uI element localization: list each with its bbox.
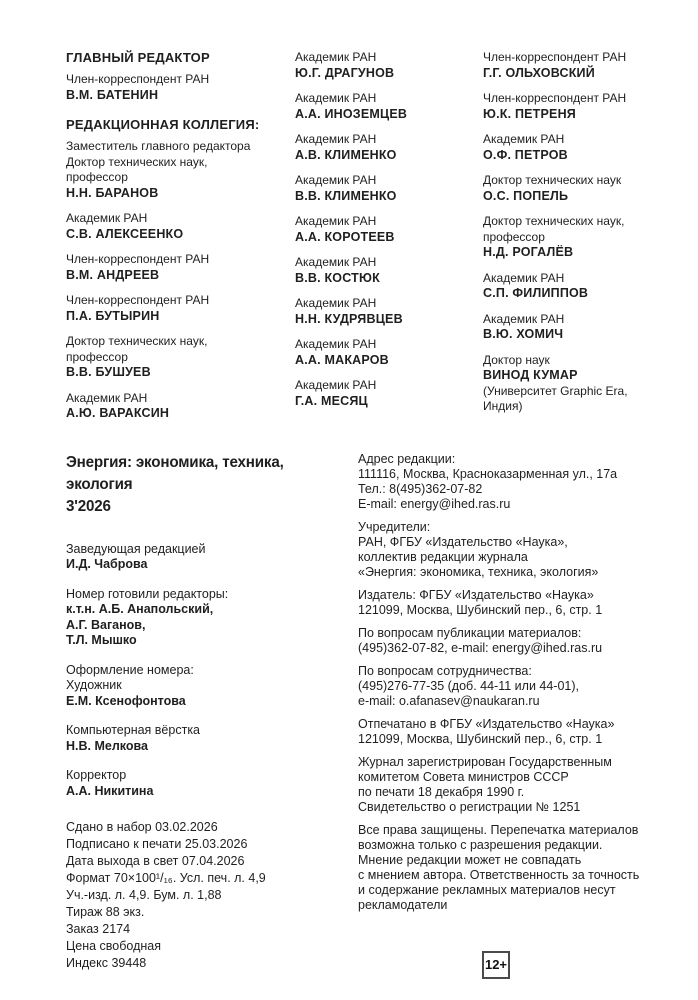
publisher-line: коллектив редакции журнала: [358, 549, 528, 564]
member-name: О.Ф. ПЕТРОВ: [483, 147, 568, 162]
board-member: [295, 337, 483, 368]
publisher-line: E-mail: energy@ihed.ras.ru: [358, 496, 511, 511]
publisher-line: Учредители:: [358, 519, 431, 534]
print-info-line: Сдано в набор 03.02.2026: [66, 820, 218, 834]
publisher-block: [358, 520, 668, 580]
staff-name: Т.Л. Мышко: [66, 633, 137, 647]
member-name: Н.Н. КУДРЯВЦЕВ: [295, 311, 403, 326]
staff-name: А.Г. Ваганов,: [66, 617, 146, 632]
publisher-line: Издатель: ФГБУ «Издательство «Наука»: [358, 587, 594, 602]
member-title: Член-корреспондент РАН: [483, 91, 627, 105]
member-name: Г.А. МЕСЯЦ: [295, 393, 368, 408]
print-info-line: Дата выхода в свет 07.04.2026: [66, 854, 245, 868]
member-title: Академик РАН: [295, 214, 377, 228]
board-member: [66, 334, 295, 381]
board-member: [483, 214, 668, 261]
member-title: профессор: [483, 229, 545, 244]
board-member: [295, 132, 483, 163]
board-member: [295, 378, 483, 409]
staff-block: [66, 768, 358, 799]
staff-label: Номер готовили редакторы:: [66, 586, 229, 601]
print-info-line: Уч.-изд. л. 4,9. Бум. л. 1,88: [66, 888, 222, 902]
member-name: В.Ю. ХОМИЧ: [483, 327, 564, 341]
member-name: ВИНОД КУМАР: [483, 368, 578, 382]
member-name: Ю.Г. ДРАГУНОВ: [295, 65, 395, 80]
member-title: Академик РАН: [66, 211, 148, 225]
member-title: Академик РАН: [66, 390, 148, 405]
editorial-board-section: [0, 0, 698, 432]
staff-block: [66, 587, 358, 649]
member-title: Доктор наук: [483, 352, 550, 367]
member-name: Н.Д. РОГАЛЁВ: [483, 245, 574, 259]
member-name: В.В. КЛИМЕНКО: [295, 188, 397, 203]
member-title: Академик РАН: [483, 311, 565, 326]
board-member: [295, 255, 483, 286]
board-member: [295, 50, 483, 81]
publisher-line: Мнение редакции может не совпадать: [358, 852, 582, 867]
print-info-line: Цена свободная: [66, 939, 161, 953]
member-name: А.В. КЛИМЕНКО: [295, 147, 397, 162]
board-member: [483, 91, 668, 122]
board-column-3: [483, 50, 668, 432]
staff-list: [66, 542, 358, 800]
staff-name: Е.М. Ксенофонтова: [66, 693, 186, 708]
publisher-line: возможна только с разрешения редакции.: [358, 837, 603, 852]
member-title: Академик РАН: [295, 50, 377, 64]
member-name: В.В. КОСТЮК: [295, 270, 380, 285]
publisher-block: [358, 626, 668, 656]
publisher-line: По вопросам публикации материалов:: [358, 625, 582, 640]
member-title: Академик РАН: [295, 173, 377, 187]
publisher-line: (495)276-77-35 (доб. 44-11 или 44-01),: [358, 678, 580, 693]
member-title: Академик РАН: [295, 255, 377, 269]
staff-label: Оформление номера:: [66, 662, 194, 677]
imprint-left-column: [66, 452, 358, 979]
staff-label: Заведующая редакцией: [66, 541, 206, 556]
journal-title: [66, 452, 343, 518]
staff-name: к.т.н. А.Б. Анапольский,: [66, 602, 214, 616]
staff-label: Корректор: [66, 768, 127, 782]
member-title: Академик РАН: [483, 132, 565, 146]
board-column-1: [66, 50, 295, 432]
member-name: А.А. КОРОТЕЕВ: [295, 229, 395, 244]
print-info-line: Формат 70×100¹/₁₆. Усл. печ. л. 4,9: [66, 871, 266, 885]
publisher-line: Свидетельство о регистрации № 1251: [358, 799, 581, 814]
publisher-line: Журнал зарегистрирован Государственным: [358, 754, 612, 769]
member-title: Член-корреспондент РАН: [66, 252, 210, 266]
member-title: Академик РАН: [295, 296, 377, 310]
member-title: профессор: [66, 170, 128, 184]
publisher-line: и содержание рекламных материалов несут: [358, 882, 616, 897]
print-info-line: Подписано к печати 25.03.2026: [66, 837, 248, 851]
member-title: Доктор технических наук,: [66, 154, 208, 169]
member-name: П.А. БУТЫРИН: [66, 308, 160, 323]
member-name: А.Ю. ВАРАКСИН: [66, 406, 170, 420]
board-member: [66, 139, 295, 201]
board-member: [483, 132, 668, 163]
staff-block: [66, 542, 358, 573]
publisher-line: Адрес редакции:: [358, 451, 456, 466]
publisher-line: По вопросам сотрудничества:: [358, 663, 532, 678]
print-info-line: Заказ 2174: [66, 922, 131, 936]
publisher-block: [358, 755, 668, 815]
publisher-line: по печати 18 декабря 1990 г.: [358, 784, 525, 799]
publisher-line: 111116, Москва, Красноказарменная ул., 17а: [358, 466, 618, 481]
board-member: [483, 271, 668, 302]
publisher-block: [358, 452, 668, 512]
publisher-line: 121099, Москва, Шубинский пер., 6, стр. 1: [358, 602, 603, 617]
age-rating-badge: 12+: [482, 951, 510, 979]
board-member: [483, 173, 668, 204]
board-member: [295, 173, 483, 204]
board-member: [295, 91, 483, 122]
member-title: Заместитель главного редактора: [66, 139, 251, 153]
publisher-line: с мнением автора. Ответственность за точность: [358, 867, 640, 882]
member-name: В.В. БУШУЕВ: [66, 365, 151, 379]
member-title: Доктор технических наук,: [66, 334, 208, 348]
publisher-line: «Энергия: экономика, техника, экология»: [358, 564, 599, 579]
member-name: В.М. АНДРЕЕВ: [66, 267, 160, 282]
staff-name: Н.В. Мелкова: [66, 738, 148, 753]
publisher-block: [358, 823, 668, 913]
publisher-line: комитетом Совета министров СССР: [358, 769, 569, 784]
journal-title-line: 3'2026: [66, 497, 111, 515]
publisher-line: Тел.: 8(495)362-07-82: [358, 481, 483, 496]
board-member: [66, 211, 295, 242]
publisher-line: 121099, Москва, Шубинский пер., 6, стр. 1: [358, 731, 603, 746]
board-member: [483, 353, 668, 415]
imprint-right-column: [358, 452, 668, 979]
publisher-line: e-mail: o.afanasev@naukaran.ru: [358, 693, 540, 708]
staff-block: [66, 723, 358, 754]
print-info-line: Тираж 88 экз.: [66, 905, 145, 919]
print-info-line: Индекс 39448: [66, 956, 147, 970]
board-member: [66, 72, 295, 103]
member-title: Академик РАН: [295, 337, 377, 351]
board-member: [66, 293, 295, 324]
member-title: Доктор технических наук,: [483, 214, 625, 228]
publisher-info: [358, 452, 668, 913]
publisher-block: [358, 664, 668, 709]
publisher-line: (495)362-07-82, e-mail: energy@ihed.ras.ru: [358, 640, 603, 655]
member-title: Доктор технических наук: [483, 173, 622, 187]
board-member: [295, 214, 483, 245]
staff-name: И.Д. Чаброва: [66, 557, 148, 571]
publisher-line: Отпечатано в ФГБУ «Издательство «Наука»: [358, 716, 615, 731]
board-member: [295, 296, 483, 327]
member-title: Академик РАН: [295, 378, 377, 392]
member-title: Член-корреспондент РАН: [66, 293, 210, 307]
print-info: [66, 819, 358, 972]
member-title: профессор: [66, 349, 128, 364]
board-column-2: [295, 50, 483, 432]
member-name: А.А. МАКАРОВ: [295, 352, 389, 367]
member-note: Индия): [483, 399, 523, 413]
member-name: С.П. ФИЛИППОВ: [483, 286, 589, 300]
board-member: [483, 50, 668, 81]
member-name: С.В. АЛЕКСЕЕНКО: [66, 226, 184, 241]
board-member: [483, 312, 668, 343]
member-title: Академик РАН: [483, 270, 565, 285]
journal-title-line: Энергия: экономика, техника, экология: [66, 453, 284, 493]
staff-block: [66, 663, 358, 710]
publisher-line: рекламодатели: [358, 897, 448, 912]
staff-label: Компьютерная вёрстка: [66, 723, 201, 737]
publisher-block: [358, 588, 668, 618]
staff-label: Художник: [66, 678, 122, 692]
publisher-line: Все права защищены. Перепечатка материалов: [358, 822, 639, 837]
member-title: Академик РАН: [295, 91, 377, 105]
member-name: А.А. ИНОЗЕМЦЕВ: [295, 106, 408, 121]
board-member: [66, 391, 295, 422]
publisher-block: [358, 717, 668, 747]
board-member: [66, 252, 295, 283]
member-title: Член-корреспондент РАН: [483, 50, 627, 64]
member-name: В.М. БАТЕНИН: [66, 87, 159, 102]
member-name: Ю.К. ПЕТРЕНЯ: [483, 106, 576, 121]
member-title: Член-корреспондент РАН: [66, 72, 210, 86]
member-name: О.С. ПОПЕЛЬ: [483, 188, 569, 203]
staff-name: А.А. Никитина: [66, 783, 154, 798]
imprint-section: [0, 452, 698, 979]
member-title: Академик РАН: [295, 132, 377, 146]
member-name: Н.Н. БАРАНОВ: [66, 185, 159, 200]
member-note: (Университет Graphic Era,: [483, 383, 628, 398]
board-heading: РЕДАКЦИОННАЯ КОЛЛЕГИЯ:: [66, 117, 260, 132]
member-name: Г.Г. ОЛЬХОВСКИЙ: [483, 65, 595, 80]
publisher-line: РАН, ФГБУ «Издательство «Наука»,: [358, 534, 568, 549]
board-heading: ГЛАВНЫЙ РЕДАКТОР: [66, 50, 210, 65]
